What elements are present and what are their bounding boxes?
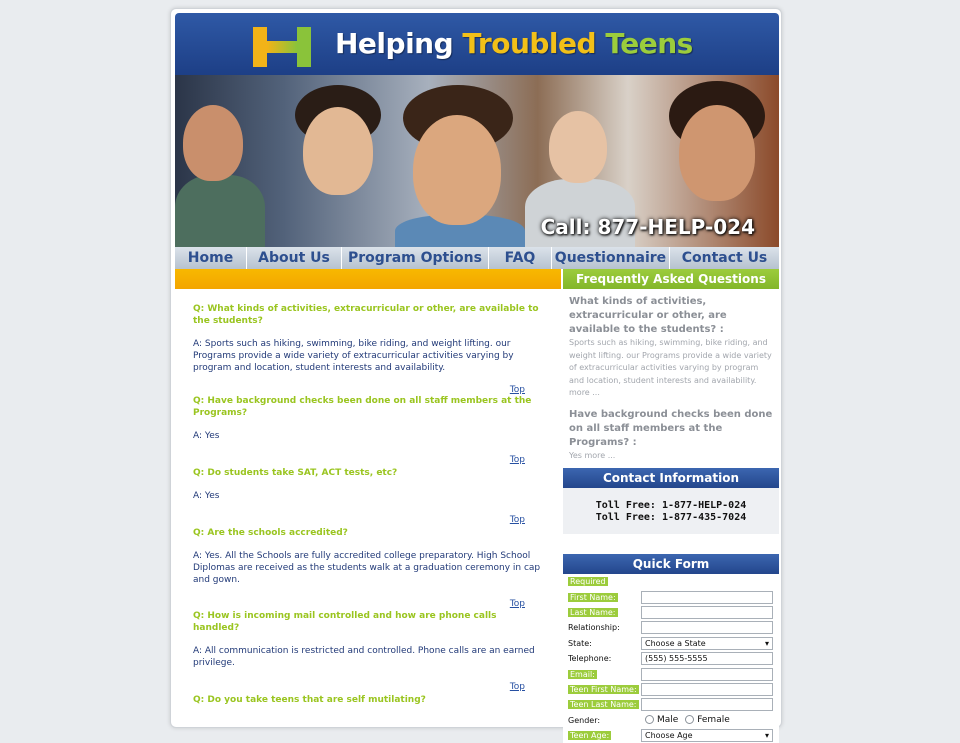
first-name-input[interactable] — [641, 591, 773, 604]
faq-question: Q: Do students take SAT, ACT tests, etc? — [193, 468, 398, 478]
faq-content — [175, 269, 561, 739]
teen-last-name-input[interactable] — [641, 698, 773, 711]
first-name-label: First Name: — [570, 592, 616, 602]
title-word-1: Helping — [335, 27, 454, 60]
email-label: Email: — [570, 669, 595, 679]
quick-form — [563, 574, 779, 743]
last-name-label: Last Name: — [570, 607, 616, 617]
top-link[interactable]: Top — [509, 385, 525, 395]
teen-photo-5 — [679, 105, 755, 201]
top-link[interactable]: Top — [509, 682, 525, 692]
teen-photo-2 — [303, 107, 373, 195]
sidebar-faq — [563, 289, 779, 462]
call-phone-number: Call: 877-HELP-024 — [540, 215, 755, 239]
faq-item — [193, 467, 543, 526]
sidebar-faq-question[interactable]: Have background checks been done on all staff members at the Programs? : — [569, 408, 773, 448]
site-header — [175, 13, 779, 75]
faq-question: Q: What kinds of activities, extracurricular or other, are available to the students? — [193, 304, 539, 326]
faq-answer: A: All communication is restricted and controlled. Phone calls are an earned privilege. — [193, 646, 535, 668]
faq-question: Q: Have background checks been done on all staff members at the Programs? — [193, 396, 532, 418]
state-label: State: — [568, 638, 592, 648]
sidebar-faq-item — [569, 408, 773, 463]
top-link[interactable]: Top — [509, 515, 525, 525]
top-link[interactable]: Top — [509, 455, 525, 465]
faq-list — [175, 289, 561, 706]
male-label: Male — [657, 715, 679, 726]
relationship-label: Relationship: — [568, 623, 620, 633]
female-radio[interactable] — [685, 715, 694, 724]
logo-icon[interactable] — [253, 27, 311, 67]
teen-age-select[interactable]: Choose Age ▾ — [641, 729, 773, 742]
faq-answer: A: Yes — [193, 431, 220, 441]
nav-questionnaire[interactable]: Questionnaire — [552, 247, 670, 269]
female-label: Female — [697, 715, 730, 726]
nav-faq[interactable]: FAQ — [489, 247, 552, 269]
required-note: Required — [570, 577, 606, 587]
nav-contact-us[interactable]: Contact Us — [681, 250, 768, 266]
faq-answer: A: Sports such as hiking, swimming, bike riding, and weight lifting. our Programs provide a wide variety of extracurricular activities varying by program and location, student interests and availability. — [193, 339, 514, 373]
faq-answer: A: Yes. All the Schools are fully accredited college preparatory. High School Diplomas are received as the students walk at a graduation ceremony in cap and gown. — [193, 551, 541, 585]
faq-item — [193, 303, 543, 396]
toll-free-1: Toll Free: 1-877-HELP-024 — [595, 500, 747, 511]
top-link[interactable]: Top — [509, 599, 525, 609]
teen-photo-4 — [549, 111, 607, 183]
relationship-input[interactable] — [641, 621, 773, 634]
sidebar-faq-question[interactable]: What kinds of activities, extracurricular or other, are available to the students? : — [569, 296, 727, 335]
contact-info — [563, 488, 779, 534]
faq-question: Q: Are the schools accredited? — [193, 528, 348, 538]
teen-photo-1 — [183, 105, 243, 181]
faq-item — [193, 610, 543, 693]
sidebar-faq-item — [569, 295, 773, 400]
gender-label: Gender: — [568, 715, 601, 725]
main-nav — [175, 247, 779, 269]
faq-sidebar-title: Frequently Asked Questions — [563, 269, 779, 289]
content-header-bar — [175, 269, 561, 289]
last-name-input[interactable] — [641, 606, 773, 619]
nav-home[interactable]: Home — [175, 247, 247, 269]
teen-age-label: Teen Age: — [570, 731, 610, 741]
toll-free-2: Toll Free: 1-877-435-7024 — [595, 512, 747, 523]
telephone-label: Telephone: — [568, 654, 612, 664]
faq-item — [193, 694, 543, 706]
sidebar-faq-answer[interactable]: Yes more ... — [569, 450, 616, 460]
male-radio[interactable] — [645, 715, 654, 724]
teen-first-name-input[interactable] — [641, 683, 773, 696]
gender-options — [641, 715, 730, 725]
faq-item — [193, 395, 543, 466]
telephone-input[interactable]: (555) 555-5555 — [641, 652, 773, 665]
title-word-2: Troubled — [462, 27, 597, 60]
page-container — [170, 8, 782, 741]
contact-info-title: Contact Information — [563, 468, 779, 488]
sidebar-faq-answer[interactable]: Sports such as hiking, swimming, bike riding, and weight lifting. our Programs provide a wide variety of extracurricular activities varying by program and location, student interests and availability. more ... — [569, 338, 772, 397]
faq-item — [193, 527, 543, 610]
nav-about-us[interactable]: About Us — [247, 247, 342, 269]
faq-question: Q: How is incoming mail controlled and how are phone calls handled? — [193, 611, 497, 633]
faq-answer: A: Yes — [193, 491, 220, 501]
title-word-3: Teens — [605, 27, 693, 60]
state-select[interactable]: Choose a State ▾ — [641, 637, 773, 650]
site-title[interactable] — [335, 27, 693, 60]
teen-photo-3 — [413, 115, 501, 225]
teen-last-name-label: Teen Last Name: — [570, 700, 637, 710]
hero-banner — [175, 75, 779, 247]
email-input[interactable] — [641, 668, 773, 681]
teen-first-name-label: Teen First Name: — [570, 684, 637, 694]
nav-program-options[interactable]: Program Options — [342, 247, 489, 269]
faq-question: Q: Do you take teens that are self mutilating? — [193, 695, 426, 705]
quick-form-title: Quick Form — [563, 554, 779, 574]
sidebar — [563, 269, 779, 739]
